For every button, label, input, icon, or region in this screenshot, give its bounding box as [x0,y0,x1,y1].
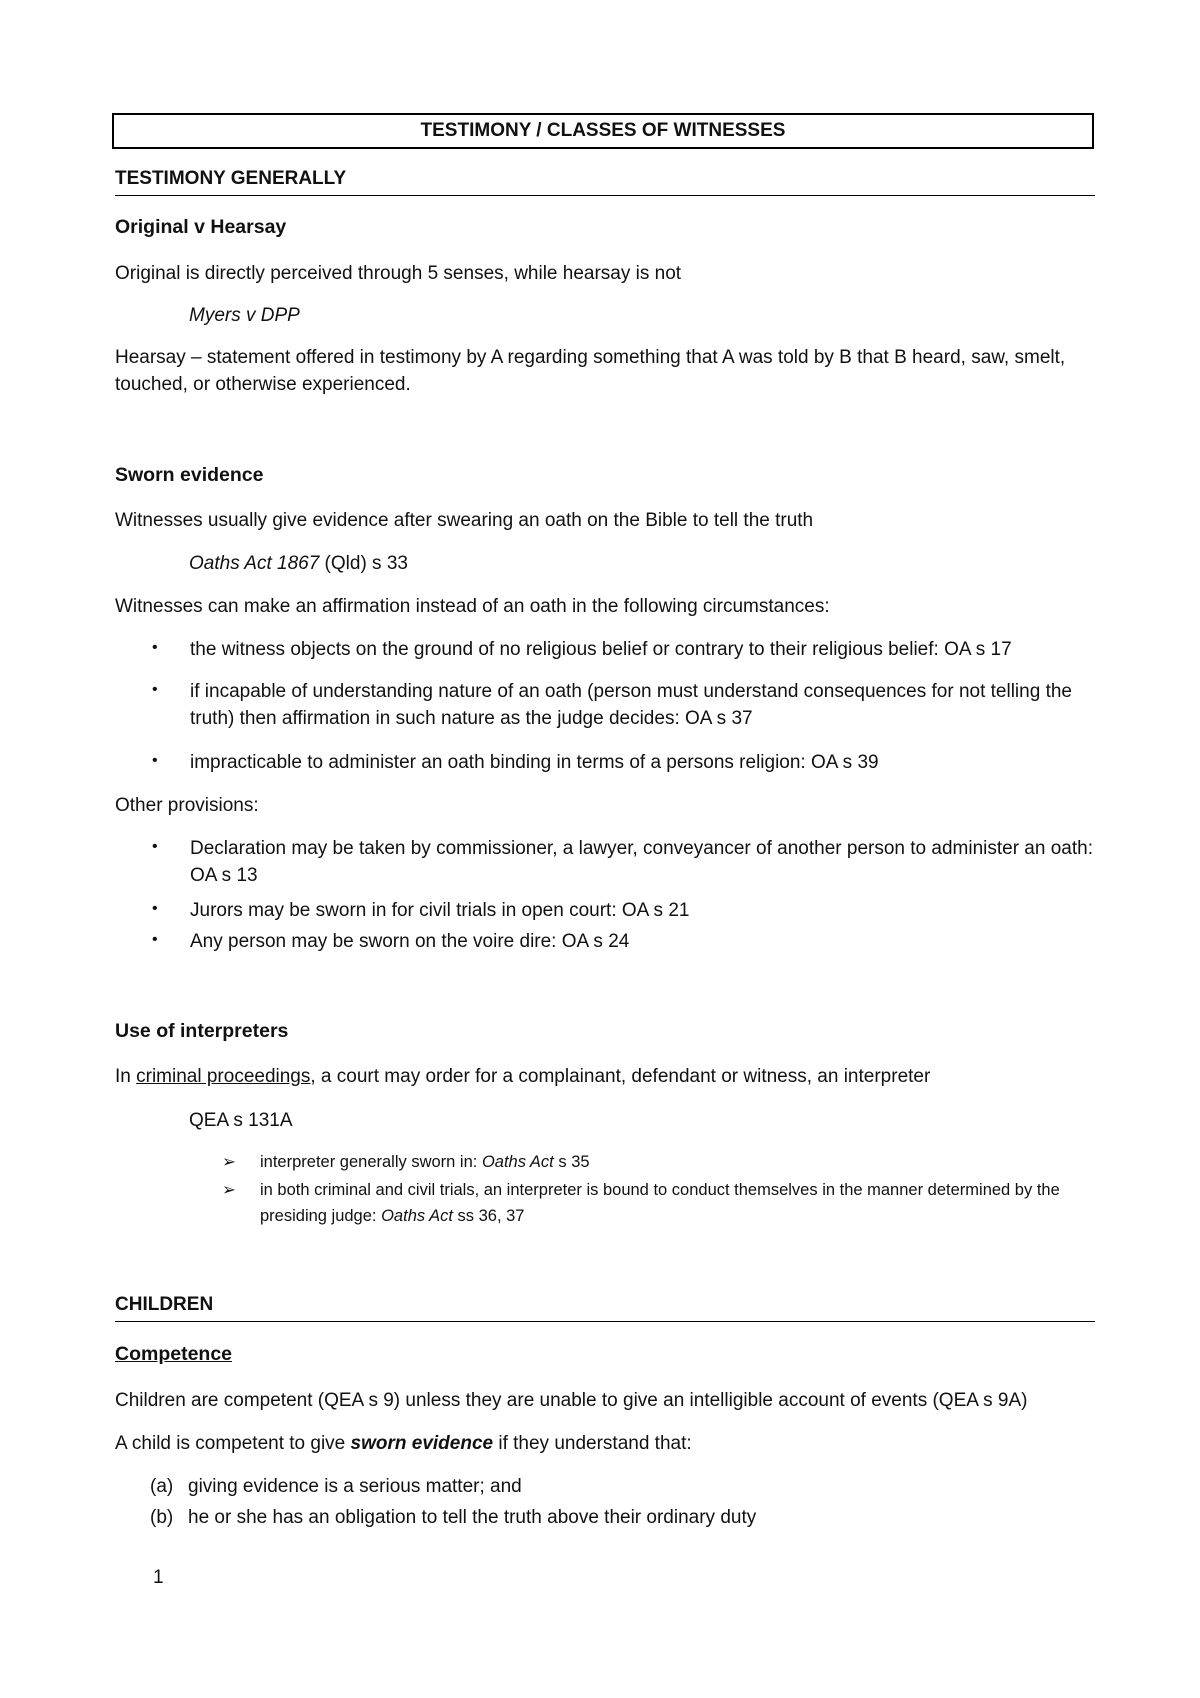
arrow-bullet-icon: ➢ [222,1181,236,1199]
bullet-icon: • [152,931,158,948]
sworn-text: Witnesses usually give evidence after swearing an oath on the Bible to tell the truth [115,510,814,531]
qea-citation: QEA s 131A [189,1110,293,1131]
interpreters-text: In criminal proceedings, a court may order for a complainant, defendant or witness, an interpreter [115,1066,931,1087]
list-item: ➢ interpreter generally sworn in: Oaths Act s 35 [222,1150,1092,1176]
list-item: (b) he or she has an obligation to tell the truth above their ordinary duty [150,1507,757,1528]
affirmation-intro: Witnesses can make an affirmation instead of an oath in the following circumstances: [115,596,830,617]
bullet-icon: • [152,639,158,656]
hearsay-definition: Hearsay – statement offered in testimony by A regarding something that A was told by B that B heard, saw, smelt, touched, or otherwise experienced. [115,347,1066,395]
heading-competence: Competence [115,1343,233,1365]
original-text: Original is directly perceived through 5 senses, while hearsay is not [115,263,682,284]
competence-text: Children are competent (QEA s 9) unless they are unable to give an intelligible account of events (QEA s 9A) [115,1390,1028,1411]
bullet-icon: • [152,900,158,917]
sworn-competence-text: A child is competent to give sworn evidence if they understand that: [115,1433,692,1454]
bullet-icon: • [152,838,158,855]
heading-use-of-interpreters: Use of interpreters [115,1020,289,1042]
oaths-act-citation [189,551,408,578]
list-item: • Any person may be sworn on the voire dire: OA s 24 [150,929,1095,956]
list-item: • Jurors may be sworn in for civil trials in open court: OA s 21 [150,898,1095,925]
other-provisions-intro: Other provisions: [115,795,259,816]
case-myers-v-dpp: Myers v DPP [189,305,300,326]
heading-sworn-evidence: Sworn evidence [115,464,264,486]
sworn-evidence-emphasis: sworn evidence [350,1433,494,1454]
page-number: 1 [153,1567,164,1588]
section-heading-children: CHILDREN [115,1292,1095,1322]
oaths-act-section: (Qld) s 33 [319,553,408,574]
arrow-bullet-icon: ➢ [222,1153,236,1171]
section-heading-testimony-generally: TESTIMONY GENERALLY [115,166,1095,196]
list-item: • the witness objects on the ground of no religious belief or contrary to their religious belief: OA s 17 [150,637,1095,664]
list-item: (a) giving evidence is a serious matter; and [150,1476,522,1497]
heading-original-v-hearsay: Original v Hearsay [115,216,287,238]
bullet-icon: • [152,681,158,698]
list-item: • Declaration may be taken by commissioner, a lawyer, conveyancer of another person to administer an oath: OA s 13 [150,836,1095,889]
list-item: • if incapable of understanding nature of an oath (person must understand consequences for not telling the truth) then affirmation in such nature as the judge decides: OA s 37 [150,679,1095,732]
list-item: • impracticable to administer an oath binding in terms of a persons religion: OA s 39 [150,750,1095,777]
bullet-icon: • [152,752,158,769]
document-title: TESTIMONY / CLASSES OF WITNESSES [112,113,1094,149]
criminal-proceedings-underlined: criminal proceedings [136,1066,311,1087]
oaths-act-title: Oaths Act 1867 [189,553,320,574]
list-item: ➢ in both criminal and civil trials, an interpreter is bound to conduct themselves in the manner determined by the presiding judge: Oaths Act ss 36, 37 [222,1178,1092,1229]
